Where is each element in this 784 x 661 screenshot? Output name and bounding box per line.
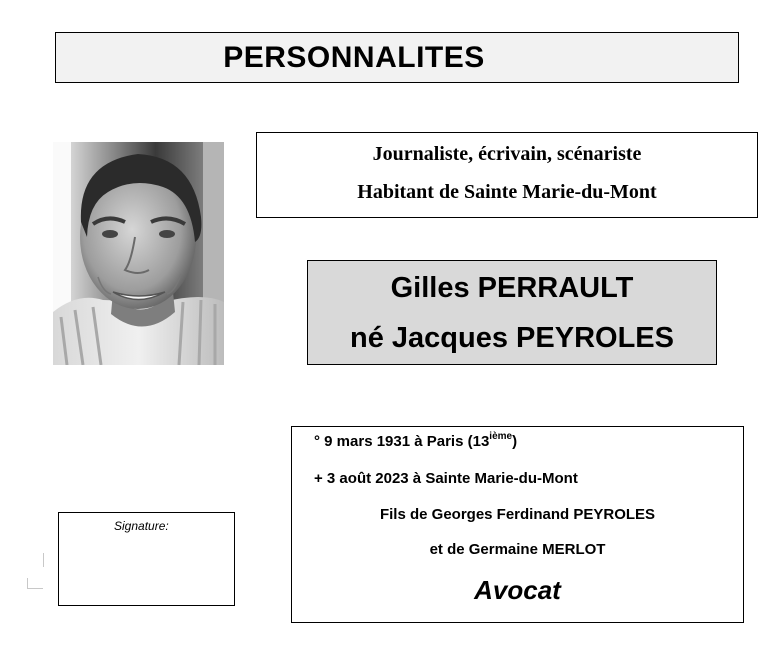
scan-mark: [27, 578, 28, 589]
scan-mark: [43, 553, 44, 567]
signature-label: Signature:: [114, 519, 169, 533]
page-title: PERSONNALITES: [223, 40, 485, 74]
birth-name: né Jacques PEYROLES: [350, 322, 674, 354]
roles-box: [256, 132, 758, 218]
father-info: Fils de Georges Ferdinand PEYROLES: [379, 506, 656, 523]
person-name: Gilles PERRAULT: [390, 272, 634, 304]
signature-box: [58, 512, 235, 606]
scan-mark: [27, 588, 43, 589]
death-info: + 3 août 2023 à Sainte Marie-du-Mont: [314, 470, 578, 487]
title-banner: [55, 32, 739, 83]
profession: Avocat: [474, 575, 561, 605]
roles-text: Journaliste, écrivain, scénariste: [372, 143, 642, 165]
birth-info: ° 9 mars 1931 à Paris (13ième): [314, 431, 518, 450]
details-box: [291, 426, 744, 623]
portrait-photo: [53, 142, 224, 365]
residence-text: Habitant de Sainte Marie-du-Mont: [357, 181, 657, 203]
mother-info: et de Germaine MERLOT: [429, 541, 606, 558]
name-box: [307, 260, 717, 365]
